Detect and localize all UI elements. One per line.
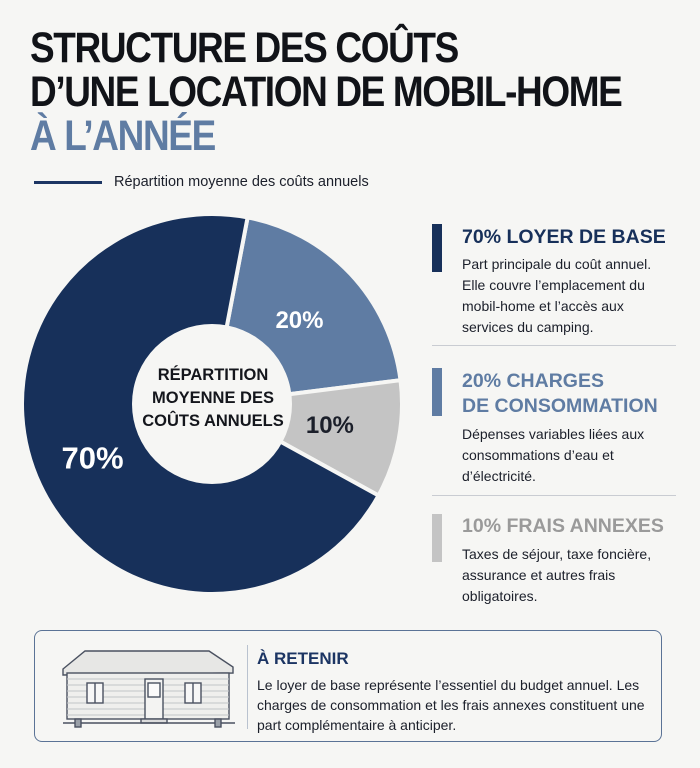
key-takeaway-text: Le loyer de base représente l’essentiel du budget annuel. Les charges de consommation et les frais annexes constituent une part complémentaire à anticiper. [257,677,645,733]
subtitle: Répartition moyenne des coûts annuels [114,174,369,190]
legend-color-bar [432,514,442,562]
legend-heading-line-2: DE CONSOMMATION [462,395,658,417]
legend-description: Part principale du coût annuel. Elle couvre l’emplacement du mobil-home et l’accès aux services du camping. [462,256,652,335]
legend-separator [432,345,676,346]
pie-label-20pct: 20% [275,307,324,335]
key-takeaway-divider [247,645,248,729]
mobile-home-icon [57,645,239,729]
legend-heading: 10% FRAIS ANNEXES [462,515,664,537]
legend-item-frais [432,514,677,604]
pie-label-70pct: 70% [61,440,124,476]
title-line-3: À L’ANNÉE [30,112,215,160]
key-takeaway-box [34,630,662,742]
key-takeaway-title: À RETENIR [257,649,349,668]
pie-label-10pct: 10% [305,411,354,439]
legend-separator [432,495,676,496]
title-line-1: STRUCTURE DES COÛTS [30,24,458,72]
legend-description: Dépenses variables liées aux consommations d’eau et d’électricité. [462,426,645,484]
legend-color-bar [432,224,442,272]
legend-color-bar [432,368,442,416]
legend-heading: 70% LOYER DE BASE [462,226,666,248]
legend-item-charges [432,368,677,488]
title-line-2: D’UNE LOCATION DE MOBIL-HOME [30,68,622,116]
legend-heading-line-1: 20% CHARGES [462,370,604,392]
legend-description: Taxes de séjour, taxe foncière, assurance et autres frais obligatoires. [462,546,652,604]
legend-item-loyer [432,224,677,344]
pie-center-label: RÉPARTITION MOYENNE DES COÛTS ANNUELS [142,366,284,430]
